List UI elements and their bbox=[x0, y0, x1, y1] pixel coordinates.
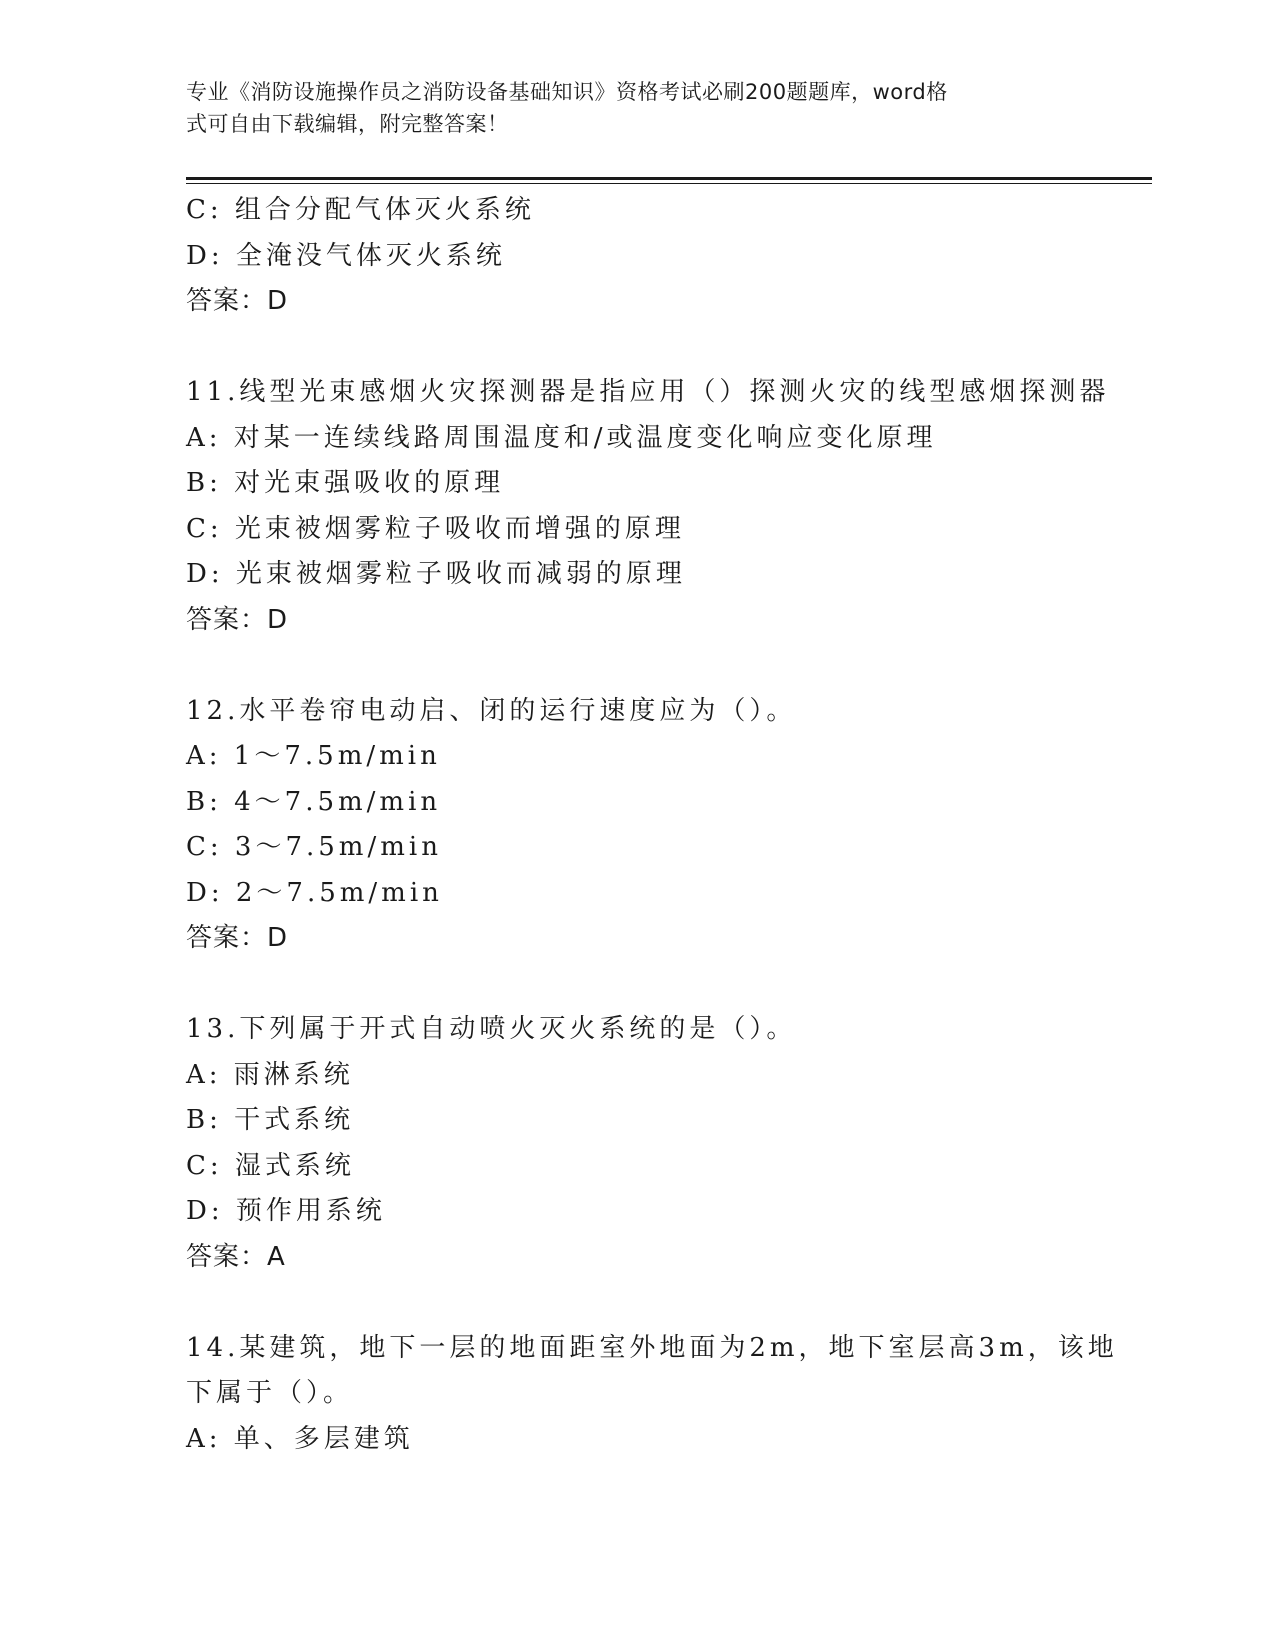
option-a: A: 雨淋系统 bbox=[186, 1059, 354, 1090]
option-c: C: 光束被烟雾粒子吸收而增强的原理 bbox=[186, 513, 685, 544]
option-d: D: 光束被烟雾粒子吸收而减弱的原理 bbox=[186, 559, 686, 589]
question-13 bbox=[186, 1007, 1086, 1280]
answer-label: 答案：A bbox=[186, 1241, 286, 1272]
option-b: B: 对光束强吸收的原理 bbox=[186, 468, 505, 498]
document-header bbox=[186, 76, 1066, 140]
spacer bbox=[186, 643, 1086, 689]
question-stem-line-2: 下属于（）。 bbox=[186, 1378, 354, 1408]
question-stem: 12.水平卷帘电动启、闭的运行速度应为（）。 bbox=[186, 695, 797, 726]
option-d: D: 2～7.5m/min bbox=[186, 877, 443, 908]
option-b: B: 4～7.5m/min bbox=[186, 786, 442, 817]
spacer bbox=[186, 962, 1086, 1008]
question-10-partial bbox=[186, 188, 1086, 325]
question-14 bbox=[186, 1326, 1118, 1463]
option-d: D: 全淹没气体灭火系统 bbox=[186, 240, 506, 271]
option-c: C: 3～7.5m/min bbox=[186, 832, 442, 862]
question-stem: 13.下列属于开式自动喷火灭火系统的是（）。 bbox=[186, 1014, 797, 1044]
header-divider-thin bbox=[186, 183, 1152, 184]
answer-label: 答案：D bbox=[186, 604, 289, 635]
question-stem: 11.线型光束感烟火灾探测器是指应用（）探测火灾的线型感烟探测器 bbox=[186, 377, 1110, 407]
question-stem-line-1: 14.某建筑，地下一层的地面距室外地面为2m，地下室层高3m，该地 bbox=[186, 1332, 1118, 1363]
question-list bbox=[186, 188, 1118, 1462]
header-line-2: 式可自由下载编辑，附完整答案！ bbox=[186, 112, 509, 136]
header-divider-thick bbox=[186, 177, 1152, 180]
option-b: B: 干式系统 bbox=[186, 1105, 355, 1135]
spacer bbox=[186, 1280, 1086, 1326]
option-c: C: 组合分配气体灭火系统 bbox=[186, 195, 535, 225]
option-d: D: 预作用系统 bbox=[186, 1196, 386, 1226]
question-11 bbox=[186, 370, 1110, 643]
header-line-1: 专业《消防设施操作员之消防设备基础知识》资格考试必刷200题题库，word格 bbox=[186, 80, 948, 104]
option-a: A: 对某一连续线路周围温度和/或温度变化响应变化原理 bbox=[186, 422, 937, 453]
answer-label: 答案：D bbox=[186, 923, 289, 953]
option-c: C: 湿式系统 bbox=[186, 1150, 355, 1181]
option-a: A: 1～7.5m/min bbox=[186, 741, 441, 771]
answer-label: 答案：D bbox=[186, 286, 289, 316]
spacer bbox=[186, 325, 1086, 371]
option-a: A: 单、多层建筑 bbox=[186, 1423, 414, 1454]
question-12 bbox=[186, 689, 1086, 962]
